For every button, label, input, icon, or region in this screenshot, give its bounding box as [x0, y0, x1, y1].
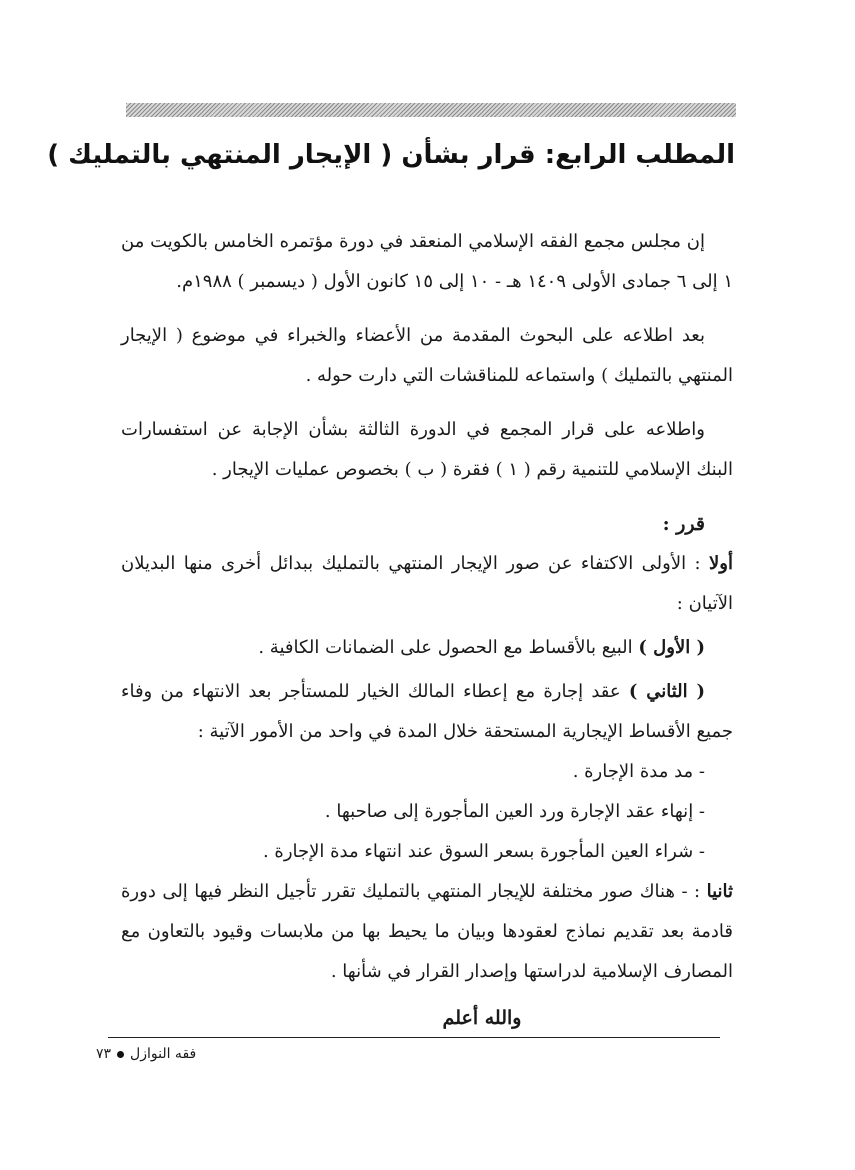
- option-one-text: البيع بالأقساط مع الحصول على الضمانات الكافية .: [258, 637, 633, 658]
- second-item: [121, 872, 733, 992]
- second-label: ثانيا: [706, 881, 733, 902]
- option-one: [121, 628, 733, 668]
- first-label: أولا: [709, 553, 733, 574]
- list-item: - شراء العين المأجورة بسعر السوق عند انتهاء مدة الإجارة .: [262, 841, 705, 862]
- option-one-label: ( الأول ): [638, 637, 705, 658]
- bullet-icon: [117, 1051, 124, 1058]
- intro-paragraph: إن مجلس مجمع الفقه الإسلامي المنعقد في دورة مؤتمره الخامس بالكويت من ١ إلى ٦ جمادى الأولى ١٤٠٩ هـ - ١٠ إلى ١٥ كانون الأول ( ديسمبر ) ١٩٨٨م.: [121, 231, 733, 292]
- option-two-label: ( الثاني ): [628, 681, 705, 702]
- first-text: : الأولى الاكتفاء عن صور الإيجار المنتهي بالتمليك ببدائل أخرى منها البديلان الآتيان :: [121, 553, 733, 614]
- list-item: - إنهاء عقد الإجارة ورد العين المأجورة إلى صاحبها .: [324, 801, 705, 822]
- header-ornament-bar: [126, 103, 736, 117]
- second-text: : - هناك صور مختلفة للإيجار المنتهي بالتمليك تقرر تأجيل النظر فيها إلى دورة قادمة بعد تقديم نماذج لعقودها وبيان ما يحيط بها من ملابسات وقيود بالتعاون مع المصارف الإسلامية لدراستها وإصدار القرار في شأنها .: [121, 881, 733, 982]
- first-item: [121, 544, 733, 624]
- footer-rule: [108, 1037, 720, 1038]
- option-list: [121, 752, 733, 872]
- footer-book-title: فقه النوازل: [130, 1046, 197, 1062]
- page-number: ٧٣: [96, 1046, 112, 1062]
- decided-label: قرر :: [662, 513, 705, 535]
- list-item: - مد مدة الإجارة .: [572, 761, 705, 782]
- prior-decision-paragraph: واطلاعه على قرار المجمع في الدورة الثالثة بشأن الإجابة عن استفسارات البنك الإسلامي للتنمية رقم ( ١ ) فقرة ( ب ) بخصوص عمليات الإيجار .: [121, 419, 733, 480]
- closing-phrase: والله أعلم: [442, 1007, 522, 1029]
- section-title: المطلب الرابع: قرار بشأن ( الإيجار المنتهي بالتمليك ): [47, 140, 735, 170]
- option-two: [121, 672, 733, 752]
- page-footer: [96, 1046, 196, 1062]
- page-body: [121, 222, 733, 1038]
- research-paragraph: بعد اطلاعه على البحوث المقدمة من الأعضاء والخبراء في موضوع ( الإيجار المنتهي بالتمليك ) واستماعه للمناقشات التي دارت حوله .: [121, 325, 733, 386]
- option-two-text: عقد إجارة مع إعطاء المالك الخيار للمستأجر بعد الانتهاء من وفاء جميع الأقساط الإيجارية المستحقة خلال المدة في واحد من الأمور الآتية :: [121, 681, 733, 742]
